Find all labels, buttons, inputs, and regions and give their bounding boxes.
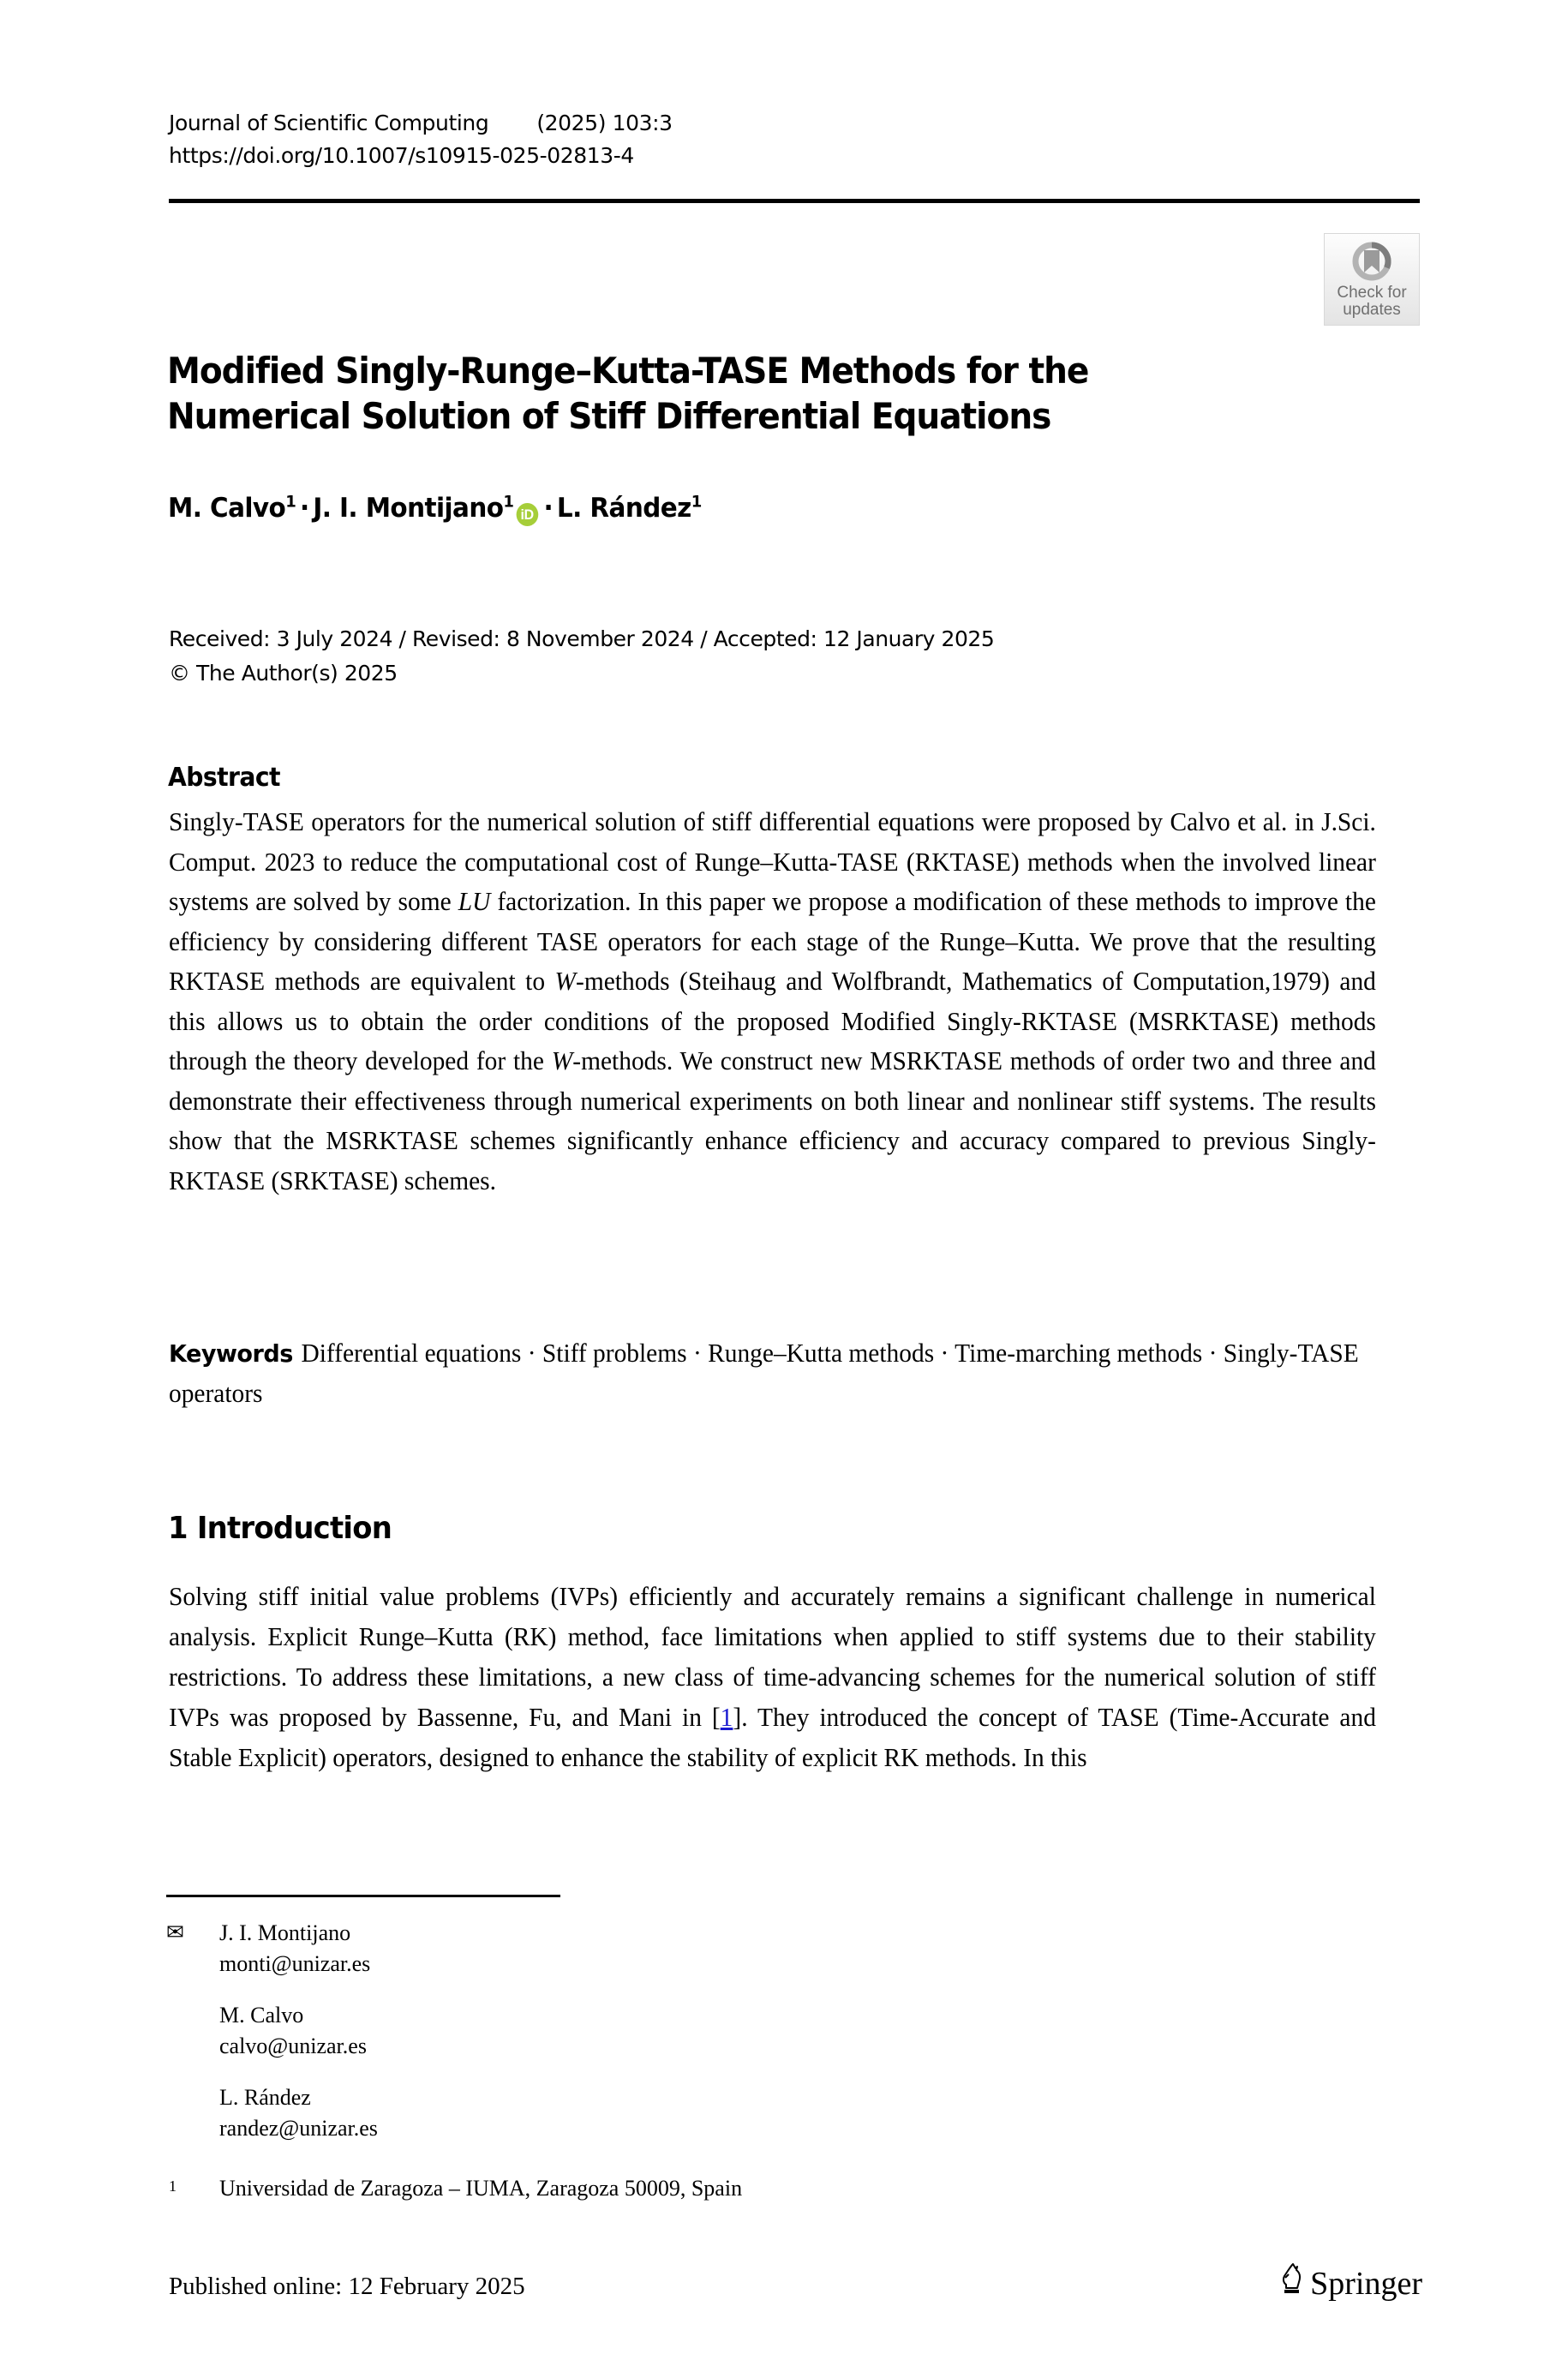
crossmark-label-line2: updates	[1343, 301, 1401, 319]
footnote-area	[166, 1918, 1280, 2225]
journal-name: Journal of Scientific Computing	[169, 111, 489, 135]
published-online-date: Published online: 12 February 2025	[169, 2273, 525, 2300]
crossmark-label-line1: Check for	[1337, 284, 1407, 302]
abstract-text-1: Singly-TASE operators for the numerical solution of stiff differential equations were proposed by Calvo et al. in J.Sci. Comput. 2023 to reduce the computational cost of Runge–Kutta-TASE (RKTASE) methods when the involved linear systems are solved by some	[169, 807, 1376, 916]
author-separator: ·	[543, 493, 554, 524]
abstract-emphasis-w-1: W	[554, 967, 577, 996]
author-name-3: L. Rández	[556, 493, 691, 524]
abstract-text-2: factorization. In this paper we propose a modification of these methods to improve the efficiency by considering different TASE operators for each stage of the Runge–Kutta. We prove that the resulting RKTASE methods are equivalent to	[169, 887, 1376, 996]
author-contact-email[interactable]: calvo@unizar.es	[219, 2034, 367, 2058]
author-name-1: M. Calvo	[168, 493, 286, 524]
abstract-text-4: -methods. We construct new MSRKTASE methods of order two and three and demonstrate their effectiveness through numerical experiments on both linear and nonlinear stiff systems. The results show that the MSRKTASE schemes significantly enhance efficiency and accuracy compared to previous Singly-RKTASE (SRKTASE) schemes.	[169, 1046, 1376, 1195]
author-name-2: J. I. Montijano	[313, 493, 504, 524]
abstract-emphasis-w-2: W	[551, 1046, 573, 1075]
author-contact-name: L. Rández	[219, 2085, 311, 2110]
abstract-emphasis-lu: LU	[458, 887, 491, 916]
author-contact-name: M. Calvo	[219, 2003, 304, 2028]
springer-knight-logo	[1278, 2262, 1304, 2305]
received-revised-accepted: Received: 3 July 2024 / Revised: 8 November 2024 / Accepted: 12 January 2025	[169, 626, 995, 651]
copyright-line: © The Author(s) 2025	[169, 661, 398, 686]
author-separator: ·	[299, 493, 309, 524]
corresponding-author-name: J. I. Montijano	[219, 1920, 351, 1945]
keywords-label: Keywords	[169, 1339, 293, 1368]
keywords-list: Differential equations · Stiff problems · Runge–Kutta methods · Time-marching methods · Singly-TASE operators	[169, 1339, 1359, 1408]
abstract-body	[169, 802, 1376, 1201]
footnote-divider	[166, 1895, 560, 1897]
volume-issue: (2025) 103:3	[536, 111, 673, 135]
doi-link[interactable]: https://doi.org/10.1007/s10915-025-02813-4	[169, 143, 634, 168]
corresponding-author-email[interactable]: monti@unizar.es	[219, 1951, 371, 1976]
author-contact-block	[166, 2082, 1280, 2144]
author-affiliation-marker-3: 1	[691, 492, 702, 512]
envelope-icon: ✉	[166, 1921, 184, 1944]
author-affiliation-marker-2: 1	[503, 492, 514, 512]
page-title: Modified Singly-Runge–Kutta-TASE Methods for the Numerical Solution of Stiff Differential Equations	[167, 350, 1089, 438]
introduction-paragraph	[169, 1577, 1376, 1778]
author-list	[168, 490, 1226, 526]
running-head-row	[169, 107, 1420, 140]
publisher-name: Springer	[1310, 2266, 1422, 2302]
corresponding-author-block	[166, 1918, 1280, 1980]
affiliation-block	[166, 2173, 1280, 2204]
check-for-updates-badge[interactable]	[1324, 233, 1420, 326]
publication-dates	[169, 622, 1420, 691]
keywords-section	[169, 1333, 1380, 1414]
publisher-logo	[1278, 2262, 1422, 2305]
author-contact-block	[166, 2000, 1280, 2062]
intro-text-1: Solving stiff initial value problems (IVPs) efficiently and accurately remains a significant challenge in numerical analysis. Explicit Runge–Kutta (RK) method, face limitations when applied to stiff systems due to their stability restrictions. To address these limitations, a new class of time-advancing schemes for the numerical solution of stiff IVPs was proposed by Bassenne, Fu, and Mani in [	[169, 1582, 1376, 1732]
abstract-text-3: -methods (Steihaug and Wolfbrandt, Mathematics of Computation,1979) and this allows us to obtain the order conditions of the proposed Modified Singly-RKTASE (MSRKTASE) methods through the theory developed for the	[169, 967, 1376, 1075]
crossmark-badge-icon	[1350, 239, 1394, 284]
affiliation-text: Universidad de Zaragoza – IUMA, Zaragoza 50009, Spain	[219, 2176, 743, 2201]
affiliation-marker: 1	[169, 2177, 177, 2195]
abstract-heading: Abstract	[168, 763, 280, 793]
section-heading-introduction: 1 Introduction	[168, 1510, 392, 1546]
author-affiliation-marker-1: 1	[285, 492, 296, 512]
header-divider	[169, 199, 1420, 203]
running-head	[169, 107, 1420, 172]
author-contact-email[interactable]: randez@unizar.es	[219, 2116, 378, 2141]
citation-link-1[interactable]: 1	[720, 1703, 733, 1732]
intro-text-2: ]. They introduced the concept of TASE (Time-Accurate and Stable Explicit) operators, designed to enhance the stability of explicit RK methods. In this	[169, 1703, 1376, 1772]
orcid-icon[interactable]: iD	[516, 503, 538, 526]
